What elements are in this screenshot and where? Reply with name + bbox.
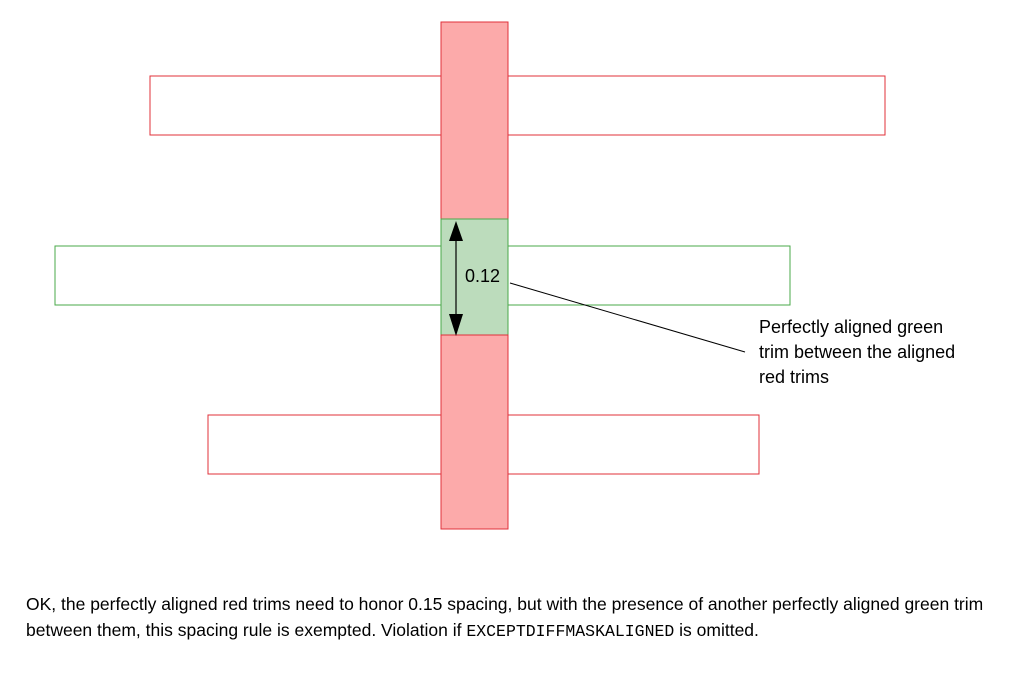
- leader-line: [510, 283, 745, 352]
- annotation-line-1: Perfectly aligned green: [759, 317, 944, 337]
- vertical-red-stripe-upper: [441, 22, 508, 219]
- annotation-line-3: red trims: [759, 367, 830, 387]
- green-trim-middle: [55, 246, 790, 305]
- annotation-text: [759, 317, 960, 387]
- red-trim-top: [150, 76, 885, 135]
- vertical-red-stripe-lower: [441, 335, 508, 529]
- caption-text-1: OK, the perfectly aligned red trims need to honor 0.15 spacing, but with the presence of another perfectly aligned green trim between them, this spacing rule is exempted. Violation if: [26, 594, 984, 640]
- annotation-line-2: trim between the aligned: [759, 342, 956, 362]
- caption-keyword: EXCEPTDIFFMASKALIGNED: [466, 622, 675, 641]
- caption: [26, 591, 1001, 645]
- dimension-value: 0.12: [465, 266, 501, 286]
- caption-text-2: is omitted.: [674, 620, 759, 640]
